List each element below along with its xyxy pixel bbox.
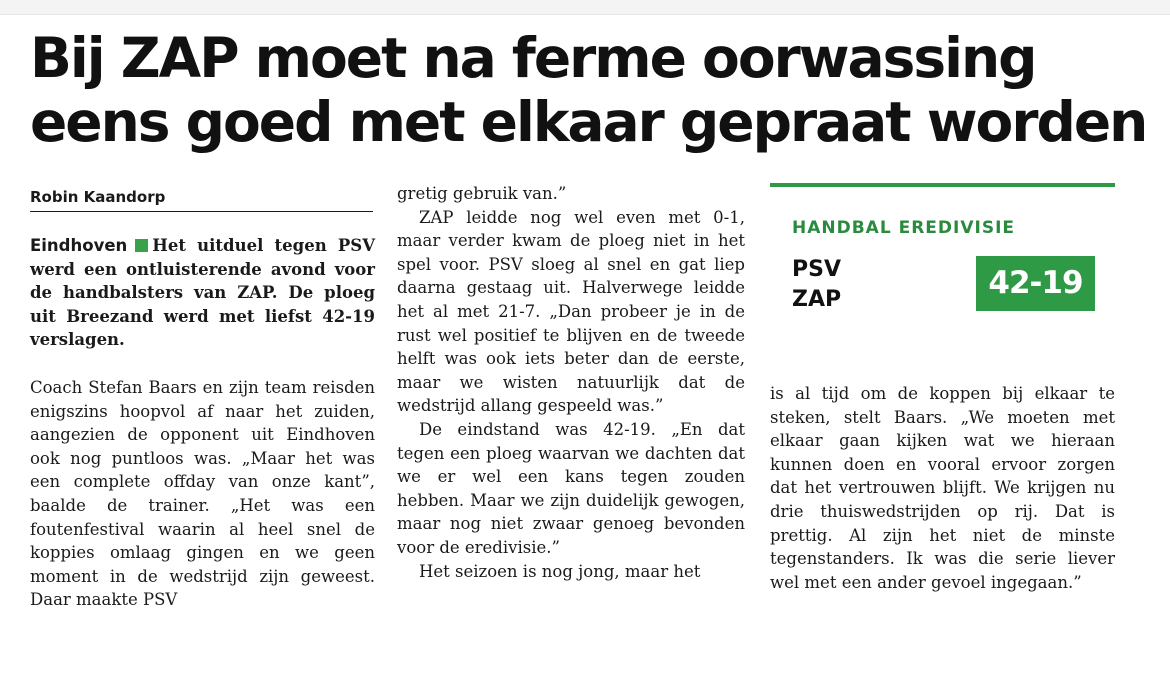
body-paragraph: gretig gebruik van.”: [397, 184, 567, 203]
score-box: [770, 183, 1115, 327]
away-team: ZAP: [792, 287, 842, 312]
dateline: Eindhoven: [30, 236, 128, 255]
body-paragraph: Het seizoen is nog jong, maar het: [419, 561, 701, 581]
body-paragraph: Coach Stefan Baars en zijn team reisden enigszins hoopvol af naar het zuiden, aangezien de opponent uit Eindhoven ook nog puntloos was. „Maar het was een complete offday van onze kant”, baalde de trainer. „Het was een foutenfestival waarin al heel snel de koppies omlaag gingen en we geen moment in de wedstrijd zijn geweest. Daar maakte PSV: [30, 377, 375, 610]
final-score: 42-19: [976, 256, 1095, 311]
column-1: [30, 186, 375, 612]
headline-line-1: Bij ZAP moet na ferme oorwassing: [30, 26, 1036, 90]
body-paragraph: De eindstand was 42-19. „En dat tegen een ploeg waarvan we dachten dat we er wel een kans tegen zouden hebben. Maar we zijn duidelijk gewogen, maar nog niet zwaar genoeg bevonden voor de eredivisie.”: [397, 419, 745, 557]
lead-text: Het uitduel tegen PSV werd een ontluisterende avond voor de handbalsters van ZAP. De ploeg uit Breezand werd met liefst 42-19 verslagen.: [30, 236, 375, 350]
score-box-label: HANDBAL EREDIVISIE: [792, 218, 1016, 238]
green-square-icon: [135, 239, 148, 252]
article-headline: [30, 26, 1150, 154]
body-paragraph: is al tijd om de koppen bij elkaar te steken, stelt Baars. „We moeten met elkaar gaan kijken wat we hieraan kunnen doen en vooral ervoor zorgen dat het vertrouwen blijft. We krijgen nu drie thuiswedstrijden op rij. Dat is prettig. Al zijn het niet de minste tegenstanders. Ik was die serie liever wel met een ander gevoel ingegaan.”: [770, 384, 1115, 592]
top-border: [0, 0, 1170, 15]
column-2: [397, 182, 745, 583]
lead-paragraph: [30, 234, 375, 352]
home-team: PSV: [792, 257, 841, 282]
headline-line-2: eens goed met elkaar gepraat worden: [30, 90, 1147, 154]
body-paragraph: ZAP leidde nog wel even met 0-1, maar verder kwam de ploeg niet in het spel voor. PSV sloeg al snel en gat liep daarna gestaag uit. Halverwege leidde het al met 21-7. „Dan probeer je in de rust wel positief te blijven en de tweede helft was ook iets beter dan de eerste, maar we wisten natuurlijk dat de wedstrijd allang gespeeld was.”: [397, 207, 745, 416]
column-3: [770, 382, 1115, 594]
byline: Robin Kaandorp: [30, 186, 373, 212]
